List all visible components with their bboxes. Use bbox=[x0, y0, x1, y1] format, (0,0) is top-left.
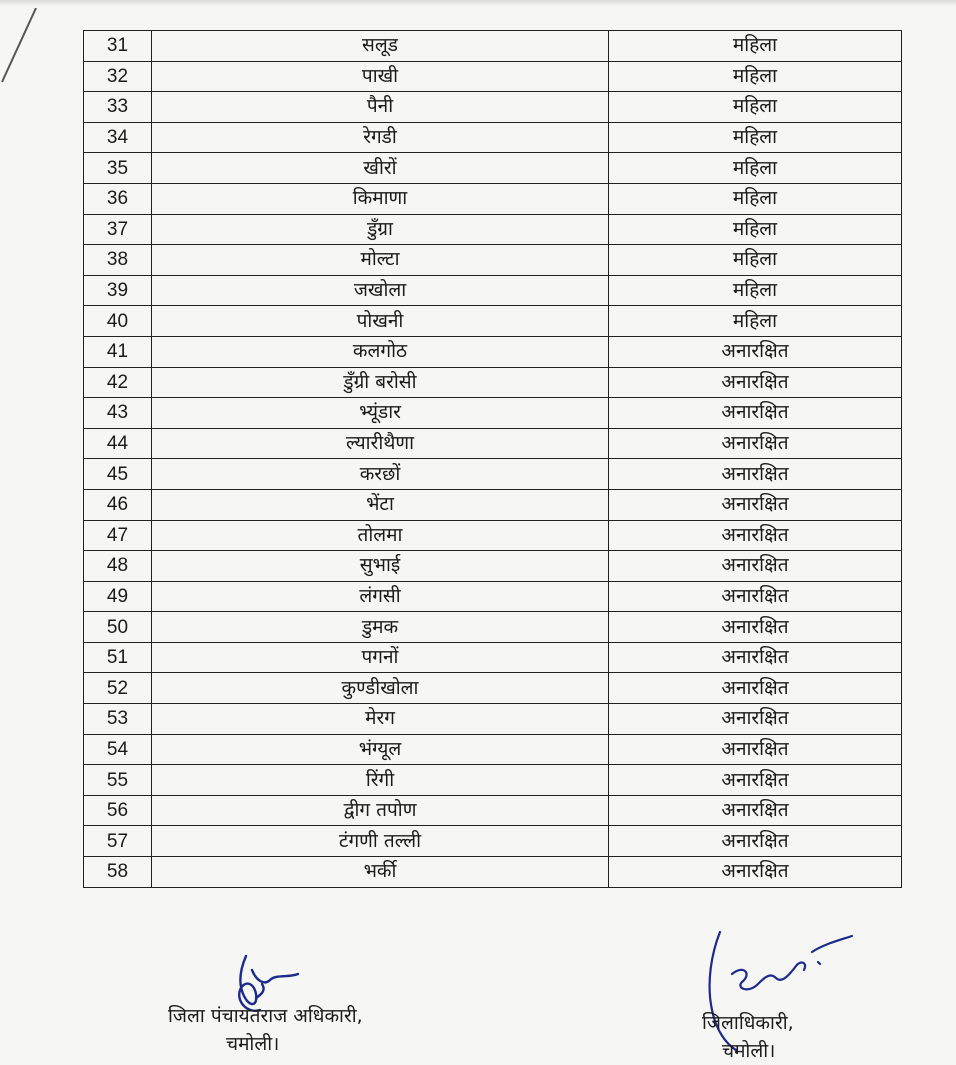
serial-number-cell: 36 bbox=[84, 183, 152, 214]
table-row bbox=[84, 459, 902, 490]
reservation-category-cell: अनारक्षित bbox=[609, 704, 902, 735]
table-row bbox=[84, 520, 902, 551]
serial-number-cell: 41 bbox=[84, 336, 152, 367]
gram-panchayat-cell: पैनी bbox=[152, 92, 609, 123]
gram-panchayat-cell: टंगणी तल्ली bbox=[152, 826, 609, 857]
gram-panchayat-cell: सलूड bbox=[152, 31, 609, 62]
table-row bbox=[84, 673, 902, 704]
gram-panchayat-cell: मोल्टा bbox=[152, 245, 609, 276]
reservation-category-cell: महिला bbox=[609, 245, 902, 276]
reservation-category-cell: महिला bbox=[609, 153, 902, 184]
table-row bbox=[84, 275, 902, 306]
table-row bbox=[84, 826, 902, 857]
gram-panchayat-cell: जखोला bbox=[152, 275, 609, 306]
signatory-title: जिला पंचायतराज अधिकारी, bbox=[168, 1005, 363, 1027]
serial-number-cell: 32 bbox=[84, 61, 152, 92]
table-row bbox=[84, 122, 902, 153]
table-row bbox=[84, 489, 902, 520]
serial-number-cell: 47 bbox=[84, 520, 152, 551]
gram-panchayat-cell: कलगोठ bbox=[152, 336, 609, 367]
gram-panchayat-cell: रेगडी bbox=[152, 122, 609, 153]
gram-panchayat-cell: रिंगी bbox=[152, 765, 609, 796]
serial-number-cell: 58 bbox=[84, 857, 152, 888]
serial-number-cell: 42 bbox=[84, 367, 152, 398]
gram-panchayat-cell: लंगसी bbox=[152, 581, 609, 612]
serial-number-cell: 51 bbox=[84, 642, 152, 673]
reservation-category-cell: अनारक्षित bbox=[609, 581, 902, 612]
reservation-category-cell: अनारक्षित bbox=[609, 642, 902, 673]
table-row bbox=[84, 183, 902, 214]
serial-number-cell: 56 bbox=[84, 795, 152, 826]
table-row bbox=[84, 306, 902, 337]
table-row bbox=[84, 642, 902, 673]
gram-panchayat-cell: किमाणा bbox=[152, 183, 609, 214]
gram-panchayat-cell: भेंटा bbox=[152, 489, 609, 520]
gram-panchayat-cell: तोलमा bbox=[152, 520, 609, 551]
serial-number-cell: 49 bbox=[84, 581, 152, 612]
reservation-category-cell: अनारक्षित bbox=[609, 551, 902, 582]
reservation-category-cell: अनारक्षित bbox=[609, 765, 902, 796]
gram-panchayat-cell: ल्यारीथैणा bbox=[152, 428, 609, 459]
footer-left-signatory bbox=[168, 1003, 363, 1058]
table-row bbox=[84, 704, 902, 735]
table-row bbox=[84, 612, 902, 643]
serial-number-cell: 34 bbox=[84, 122, 152, 153]
serial-number-cell: 35 bbox=[84, 153, 152, 184]
serial-number-cell: 45 bbox=[84, 459, 152, 490]
gram-panchayat-cell: भंग्यूल bbox=[152, 734, 609, 765]
reservation-category-cell: अनारक्षित bbox=[609, 826, 902, 857]
table-row bbox=[84, 581, 902, 612]
serial-number-cell: 52 bbox=[84, 673, 152, 704]
reservation-category-cell: महिला bbox=[609, 275, 902, 306]
gram-panchayat-cell: सुभाई bbox=[152, 551, 609, 582]
reservation-category-cell: महिला bbox=[609, 31, 902, 62]
gram-panchayat-cell: खीरों bbox=[152, 153, 609, 184]
table-row bbox=[84, 398, 902, 429]
table-body bbox=[84, 31, 902, 888]
serial-number-cell: 50 bbox=[84, 612, 152, 643]
table-row bbox=[84, 214, 902, 245]
serial-number-cell: 31 bbox=[84, 31, 152, 62]
serial-number-cell: 43 bbox=[84, 398, 152, 429]
serial-number-cell: 46 bbox=[84, 489, 152, 520]
gram-panchayat-cell: भ्यूंडार bbox=[152, 398, 609, 429]
table-row bbox=[84, 245, 902, 276]
reservation-category-cell: अनारक्षित bbox=[609, 612, 902, 643]
gram-panchayat-cell: डुमक bbox=[152, 612, 609, 643]
gram-panchayat-cell: मेरग bbox=[152, 704, 609, 735]
paper-edge-line bbox=[0, 8, 40, 88]
table-row bbox=[84, 153, 902, 184]
reservation-category-cell: महिला bbox=[609, 214, 902, 245]
signatory-district: चमोली। bbox=[722, 1039, 776, 1062]
serial-number-cell: 57 bbox=[84, 826, 152, 857]
table-row bbox=[84, 31, 902, 62]
serial-number-cell: 40 bbox=[84, 306, 152, 337]
reservation-category-cell: महिला bbox=[609, 61, 902, 92]
gram-panchayat-cell: डुँग्री बरोसी bbox=[152, 367, 609, 398]
reservation-category-cell: महिला bbox=[609, 92, 902, 123]
signatory-district: चमोली। bbox=[226, 1032, 280, 1055]
reservation-table bbox=[83, 30, 902, 888]
gram-panchayat-cell: पाखी bbox=[152, 61, 609, 92]
reservation-category-cell: महिला bbox=[609, 306, 902, 337]
reservation-category-cell: महिला bbox=[609, 183, 902, 214]
reservation-category-cell: अनारक्षित bbox=[609, 336, 902, 367]
reservation-category-cell: अनारक्षित bbox=[609, 857, 902, 888]
serial-number-cell: 37 bbox=[84, 214, 152, 245]
reservation-category-cell: महिला bbox=[609, 122, 902, 153]
reservation-category-cell: अनारक्षित bbox=[609, 398, 902, 429]
serial-number-cell: 55 bbox=[84, 765, 152, 796]
serial-number-cell: 54 bbox=[84, 734, 152, 765]
reservation-category-cell: अनारक्षित bbox=[609, 428, 902, 459]
serial-number-cell: 44 bbox=[84, 428, 152, 459]
signatory-title: जिलाधिकारी, bbox=[702, 1012, 794, 1034]
gram-panchayat-cell: भर्की bbox=[152, 857, 609, 888]
serial-number-cell: 39 bbox=[84, 275, 152, 306]
reservation-category-cell: अनारक्षित bbox=[609, 795, 902, 826]
table-row bbox=[84, 551, 902, 582]
table-row bbox=[84, 857, 902, 888]
reservation-category-cell: अनारक्षित bbox=[609, 489, 902, 520]
serial-number-cell: 48 bbox=[84, 551, 152, 582]
gram-panchayat-cell: पगनों bbox=[152, 642, 609, 673]
reservation-category-cell: अनारक्षित bbox=[609, 459, 902, 490]
gram-panchayat-cell: कुण्डीखोला bbox=[152, 673, 609, 704]
serial-number-cell: 33 bbox=[84, 92, 152, 123]
reservation-category-cell: अनारक्षित bbox=[609, 673, 902, 704]
table-row bbox=[84, 336, 902, 367]
gram-panchayat-cell: द्वीग तपोण bbox=[152, 795, 609, 826]
table-row bbox=[84, 367, 902, 398]
page-top-shadow bbox=[0, 0, 956, 6]
gram-panchayat-cell: डुँग्रा bbox=[152, 214, 609, 245]
table-row bbox=[84, 61, 902, 92]
table-row bbox=[84, 92, 902, 123]
footer-right-signatory bbox=[702, 1010, 794, 1065]
gram-panchayat-cell: करछों bbox=[152, 459, 609, 490]
table-row bbox=[84, 795, 902, 826]
reservation-category-cell: अनारक्षित bbox=[609, 734, 902, 765]
serial-number-cell: 38 bbox=[84, 245, 152, 276]
reservation-category-cell: अनारक्षित bbox=[609, 520, 902, 551]
table-row bbox=[84, 734, 902, 765]
reservation-category-cell: अनारक्षित bbox=[609, 367, 902, 398]
gram-panchayat-cell: पोखनी bbox=[152, 306, 609, 337]
serial-number-cell: 53 bbox=[84, 704, 152, 735]
table-row bbox=[84, 428, 902, 459]
table-row bbox=[84, 765, 902, 796]
